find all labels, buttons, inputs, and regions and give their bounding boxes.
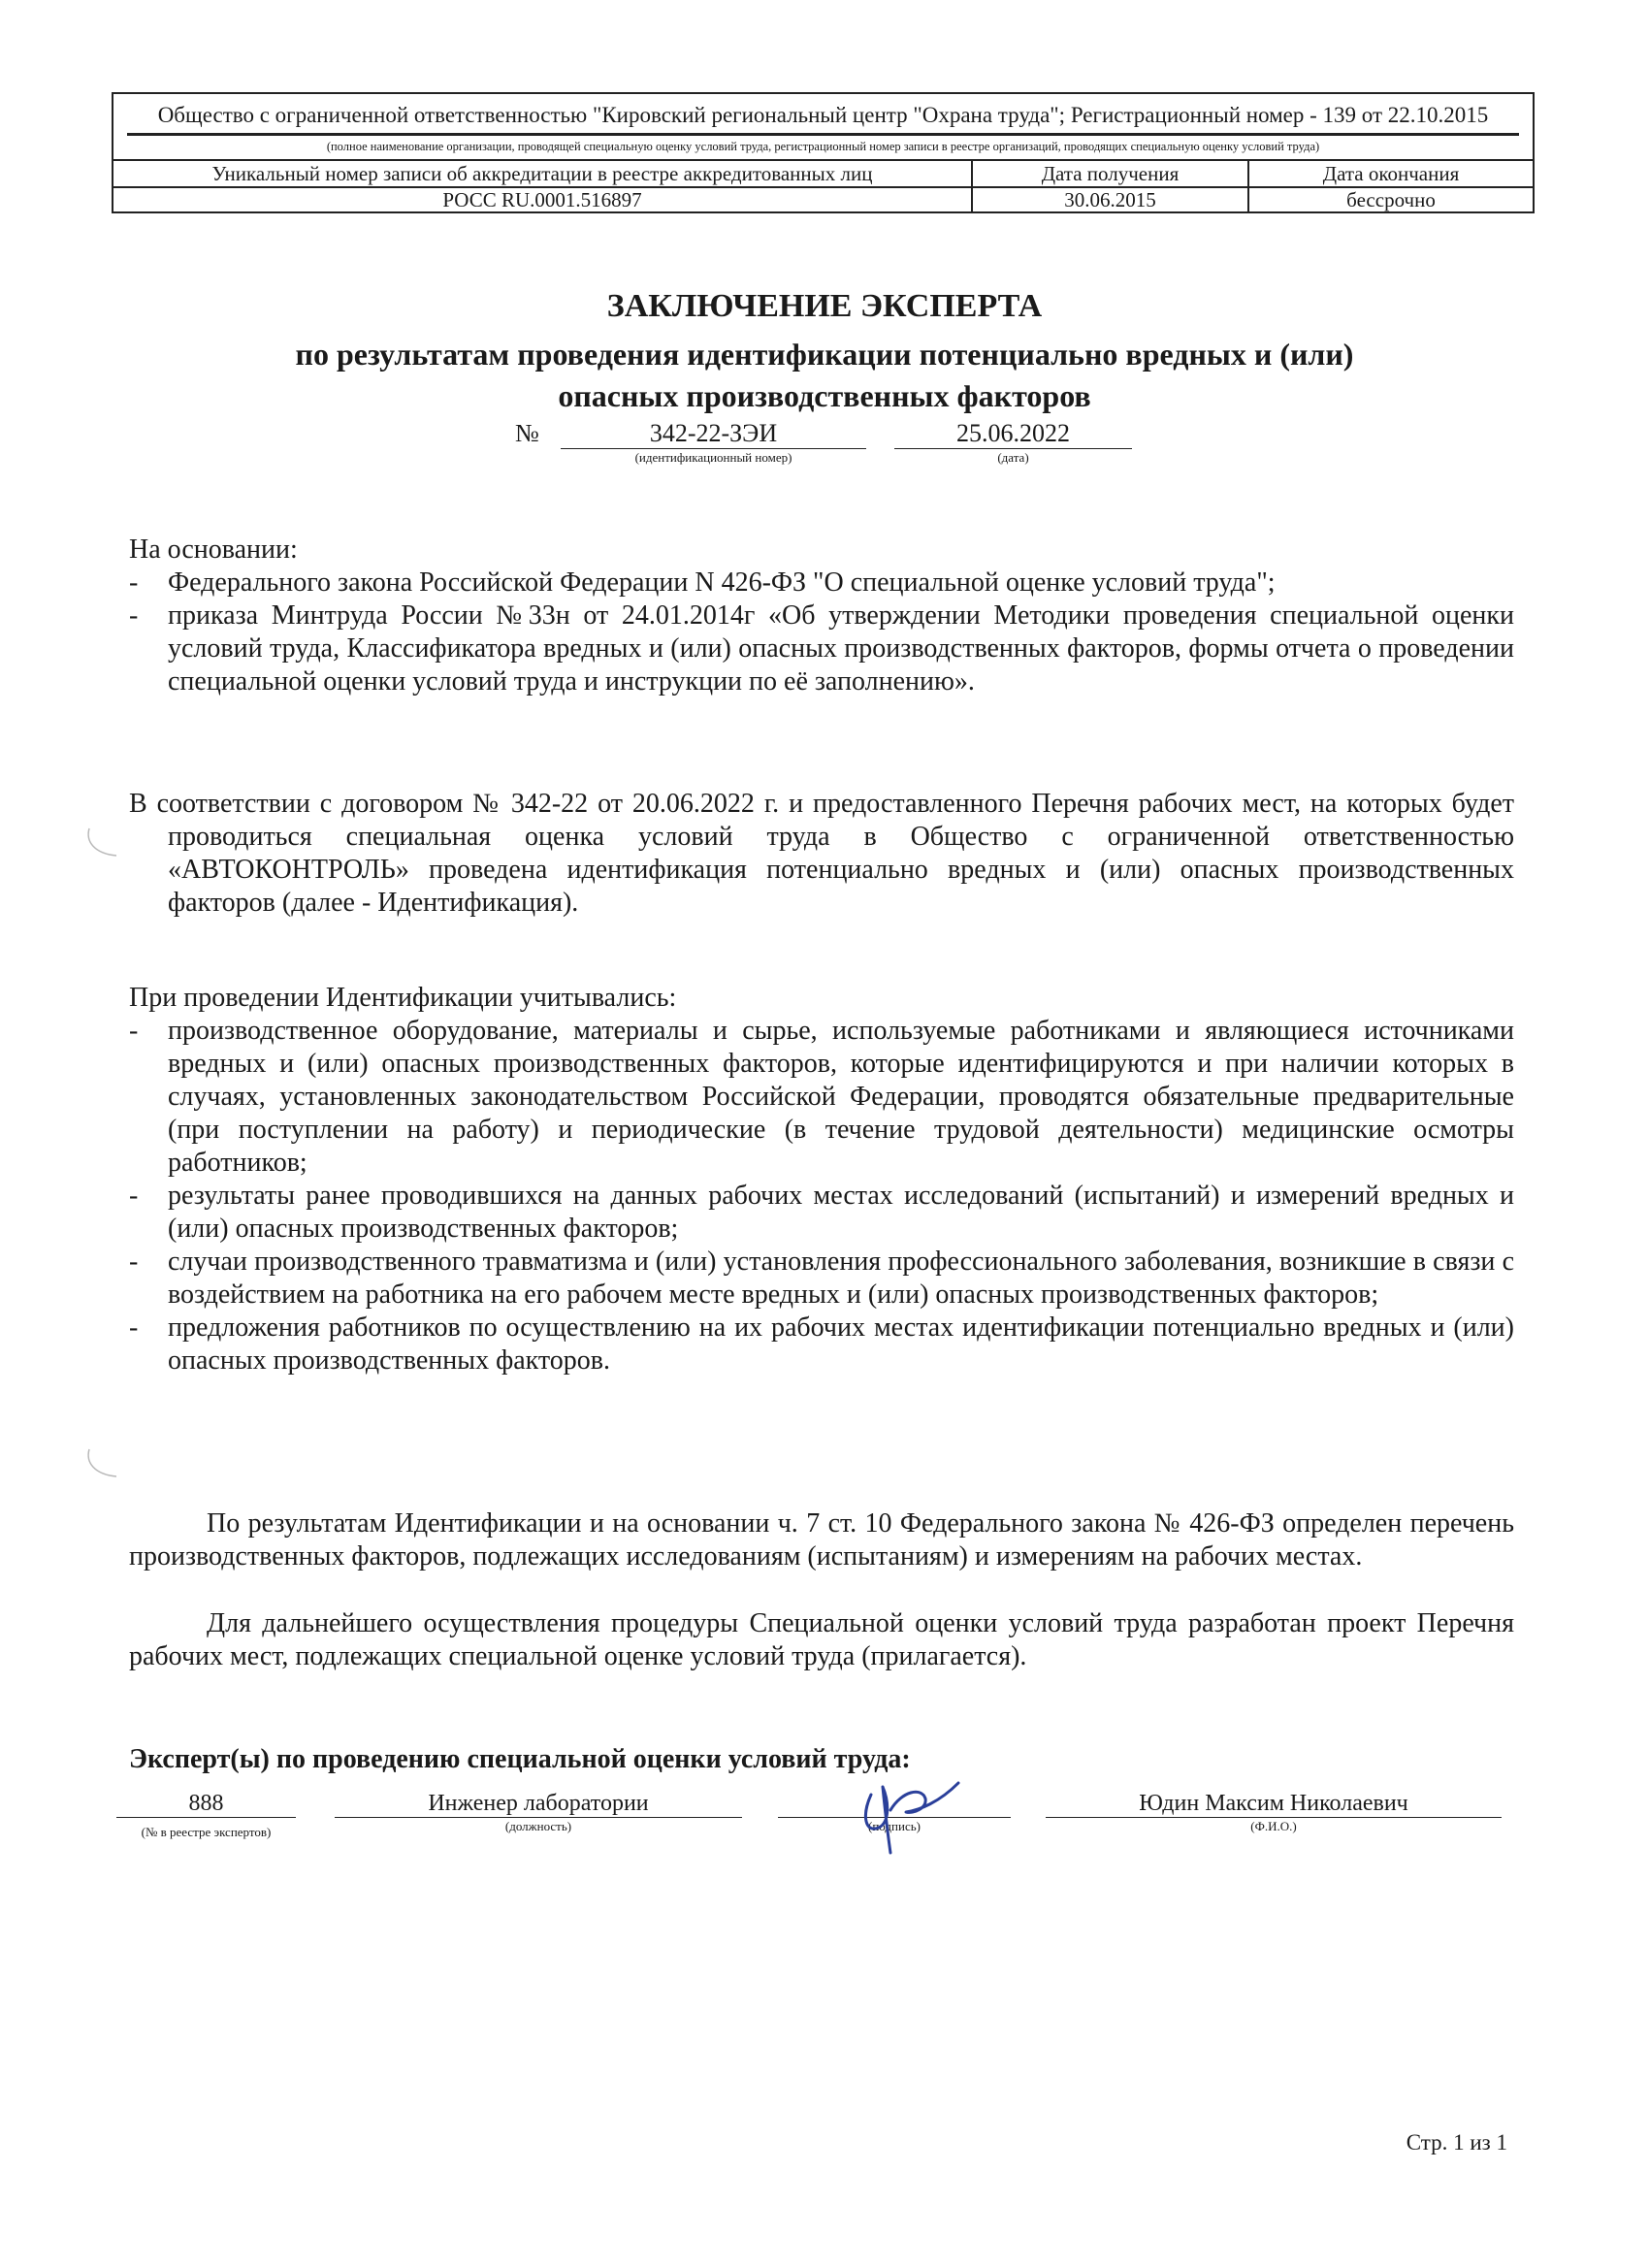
contract-section	[129, 788, 1514, 920]
list-item: - Федерального закона Российской Федерации N 426-ФЗ "О специальной оценке условий труда";	[129, 567, 1276, 598]
number-sign: №	[515, 419, 539, 447]
accreditation-end-header: Дата окончания	[1248, 160, 1534, 187]
date-caption: (дата)	[997, 450, 1029, 465]
accreditation-start-value: 30.06.2015	[972, 187, 1248, 212]
result-paragraph: По результатам Идентификации и на основании ч. 7 ст. 10 Федерального закона № 426-ФЗ определен перечень производственных факторов, подлежащих исследованиям (испытаниям) и измерениям на рабочих местах.	[129, 1508, 1514, 1571]
accreditation-value-row	[113, 187, 1534, 212]
basis-heading: На основании:	[129, 535, 298, 565]
project-paragraph: Для дальнейшего осуществления процедуры Специальной оценки условий труда разработан проект Перечня рабочих мест, подлежащих специальной оценке условий труда (прилагается).	[129, 1608, 1514, 1671]
position-field	[335, 1790, 742, 1835]
organization-caption: (полное наименование организации, проводящей специальную оценку условий труда, регистрационный номер записи в реестре организаций, проводящих специальную оценку условий труда)	[326, 140, 1320, 153]
considered-section	[129, 982, 1514, 1377]
position-caption: (должность)	[504, 1819, 572, 1833]
accreditation-number-header: Уникальный номер записи об аккредитации в реестре аккредитованных лиц	[113, 160, 972, 187]
basis-list	[129, 567, 1514, 698]
list-item: - результаты ранее проводившихся на данных рабочих местах исследований (испытаний) и измерений вредных и (или) опасных производственных факторов;	[129, 1181, 1514, 1244]
scan-artifact-icon	[83, 1445, 122, 1484]
document-title: ЗАКЛЮЧЕНИЕ ЭКСПЕРТА	[606, 288, 1043, 324]
accreditation-header-row	[113, 160, 1534, 187]
considered-list	[129, 1015, 1514, 1377]
registry-number-field	[116, 1790, 296, 1847]
full-name-field	[1046, 1790, 1502, 1835]
contract-paragraph: В соответствии с договором № 342-22 от 20.06.2022 г. и предоставленного Перечня рабочих мест, на которых будет проводиться специальная оценка условий труда в Общество с ограниченной ответственностью «АВТОКОНТРОЛЬ» проведена идентификация потенциально вредных и (или) опасных производственных факторов (далее - Идентификация).	[129, 789, 1514, 918]
experts-heading: Эксперт(ы) по проведению специальной оценки условий труда:	[129, 1744, 911, 1774]
list-item: - производственное оборудование, материалы и сырье, используемые работниками и являющиеся источниками вредных и (или) опасных производственных факторов, которые идентифицируются и при наличии которых в случаях, установленных законодательством Российской Федерации, проводятся обязательные предварительные (при поступлении на работу) и периодические (в течение трудовой деятельности) медицинские осмотры работников;	[129, 1016, 1514, 1178]
document-subtitle-line-1: по результатам проведения идентификации потенциально вредных и (или)	[295, 337, 1354, 372]
accreditation-start-header: Дата получения	[972, 160, 1248, 187]
considered-heading: При проведении Идентификации учитывались:	[129, 983, 677, 1013]
id-number-field	[561, 419, 866, 467]
registry-number-value: 888	[116, 1790, 296, 1818]
list-item: - приказа Минтруда России №33н от 24.01.2014г «Об утверждении Методики проведения специальной оценки условий труда, Классификатора вредных и (или) опасных производственных факторов, формы отчета о проведении специальной оценки условий труда и инструкции по её заполнению».	[129, 600, 1514, 697]
scan-artifact-icon	[83, 825, 122, 863]
result-section	[129, 1507, 1514, 1573]
list-item: - случаи производственного травматизма и (или) установления профессионального заболевания, возникшие в связи с воздействием на работника на его рабочем месте вредных и (или) опасных производственных факторов;	[129, 1247, 1514, 1310]
id-number-caption: (идентификационный номер)	[634, 450, 792, 465]
document-subtitle-line-2: опасных производственных факторов	[558, 378, 1091, 413]
position-value: Инженер лаборатории	[335, 1790, 742, 1818]
handwritten-signature-icon	[832, 1758, 968, 1864]
header-table	[112, 92, 1535, 213]
basis-section	[129, 534, 1514, 698]
accreditation-number-value: РОСС RU.0001.516897	[113, 187, 972, 212]
full-name-caption: (Ф.И.О.)	[1250, 1819, 1297, 1833]
date-field	[894, 419, 1132, 467]
organization-name: Общество с ограниченной ответственностью "Кировский региональный центр "Охрана труда"; Регистрационный номер - 139 от 22.10.2015	[157, 103, 1489, 127]
list-item: - предложения работников по осуществлению на их рабочих местах идентификации потенциально вредных и (или) опасных производственных факторов.	[129, 1312, 1514, 1376]
id-number-value: 342-22-ЗЭИ	[561, 419, 866, 449]
signature-caption: (подпись)	[868, 1819, 921, 1833]
date-value: 25.06.2022	[894, 419, 1132, 449]
full-name-value: Юдин Максим Николаевич	[1046, 1790, 1502, 1818]
project-section	[129, 1607, 1514, 1673]
registry-number-caption: (№ в реестре экспертов)	[141, 1825, 272, 1839]
page-number: Стр. 1 из 1	[1406, 2130, 1507, 2155]
accreditation-end-value: бессрочно	[1248, 187, 1534, 212]
organization-cell	[113, 93, 1534, 160]
document-number-line	[0, 419, 1649, 477]
organization-row	[113, 93, 1534, 160]
